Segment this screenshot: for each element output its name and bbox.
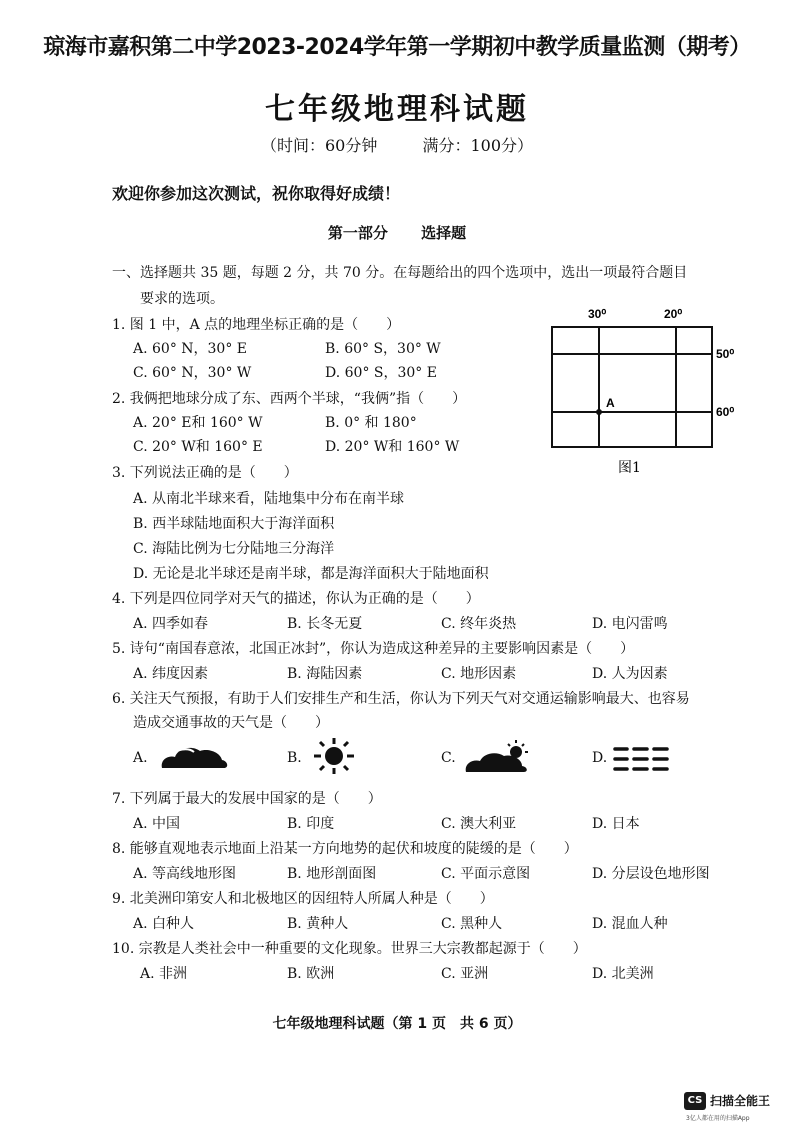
exam-info xyxy=(0,133,794,156)
grid-border xyxy=(552,327,712,447)
question-5-option-b: B. 海陆因素 xyxy=(287,666,363,682)
question-5-option-a: A. 纬度因素 xyxy=(133,666,209,682)
question-9-stem: 9. 北美洲印第安人和北极地区的因纽特人所属人种是（ ） xyxy=(112,891,494,907)
question-9-option-a: A. 白种人 xyxy=(133,916,195,932)
question-8-option-c: C. 平面示意图 xyxy=(441,866,531,882)
scanner-tagline: 3亿人都在用的扫描App xyxy=(686,1115,750,1122)
question-1-option-b: B. 60° S，30° W xyxy=(325,341,441,357)
page-footer: 七年级地理科试题（第 1 页 共 6 页） xyxy=(272,1016,522,1032)
question-7-option-b: B. 印度 xyxy=(287,816,335,832)
greeting: 欢迎你参加这次测试，祝你取得好成绩！ xyxy=(112,184,401,203)
overcast-cloud-icon xyxy=(158,740,230,770)
question-9-option-d: D. 混血人种 xyxy=(592,916,668,932)
exam-score: 满分：100分） xyxy=(422,136,533,155)
question-7-stem: 7. 下列属于最大的发展中国家的是（ ） xyxy=(112,791,382,807)
question-2-option-d: D. 20° W和 160° W xyxy=(325,439,460,455)
question-6-stem-line-1: 6. 关注天气预报，有助于人们安排生产和生活，你认为下列天气对交通运输影响最大、也容易 xyxy=(112,691,690,707)
scanner-logo-icon: CS xyxy=(684,1092,706,1110)
longitude-label-30: 30⁰ xyxy=(588,307,607,321)
point-a-label: A xyxy=(606,396,615,410)
latitude-label-60: 60⁰ xyxy=(716,405,735,419)
section-type: 选择题 xyxy=(421,224,467,242)
question-6-option-b: B. xyxy=(287,750,302,766)
question-1-option-c: C. 60° N，30° W xyxy=(133,365,252,381)
question-6-option-c: C. xyxy=(441,750,456,766)
question-1-option-a: A. 60° N，30° E xyxy=(133,341,248,357)
question-7-option-d: D. 日本 xyxy=(592,816,640,832)
question-10-option-a: A. 非洲 xyxy=(140,966,188,982)
question-8-option-a: A. 等高线地形图 xyxy=(133,866,237,882)
question-5-stem: 5. 诗句“南国春意浓，北国正冰封”，你认为造成这种差异的主要影响因素是（ ） xyxy=(112,641,635,657)
question-4-option-d: D. 电闪雷鸣 xyxy=(592,616,668,632)
question-3-stem: 3. 下列说法正确的是（ ） xyxy=(112,465,298,481)
question-3-option-a: A. 从南北半球来看，陆地集中分布在南半球 xyxy=(133,491,405,507)
question-10-option-d: D. 北美洲 xyxy=(592,966,654,982)
fog-icon xyxy=(612,744,670,774)
question-6-option-a: A. xyxy=(133,750,148,766)
point-a-marker xyxy=(596,409,602,415)
question-3-option-d: D. 无论是北半球还是南半球，都是海洋面积大于陆地面积 xyxy=(133,566,489,582)
question-10-option-c: C. 亚洲 xyxy=(441,966,489,982)
question-8-stem: 8. 能够直观地表示地面上沿某一方向地势的起伏和坡度的陡缓的是（ ） xyxy=(112,841,578,857)
question-3-option-b: B. 西半球陆地面积大于海洋面积 xyxy=(133,516,335,532)
question-7-option-a: A. 中国 xyxy=(133,816,181,832)
section-heading xyxy=(0,222,794,243)
question-8-option-d: D. 分层设色地形图 xyxy=(592,866,710,882)
page-title: 七年级地理科试题 xyxy=(265,92,529,127)
question-8-option-b: B. 地形剖面图 xyxy=(287,866,377,882)
question-4-option-c: C. 终年炎热 xyxy=(441,616,517,632)
question-4-option-b: B. 长冬无夏 xyxy=(287,616,363,632)
question-6-stem-line-2: 造成交通事故的天气是（ ） xyxy=(133,715,329,731)
question-6-option-d: D. xyxy=(592,750,608,766)
question-2-option-a: A. 20° E和 160° W xyxy=(133,415,263,431)
question-2-option-b: B. 0° 和 180° xyxy=(325,415,417,431)
instructions-line-1: 一、选择题共 35 题，每题 2 分，共 70 分。在每题给出的四个选项中，选出一项最符合题目 xyxy=(112,265,688,281)
instructions-line-2: 要求的选项。 xyxy=(140,291,224,307)
exam-header: 琼海市嘉积第二中学2023-2024学年第一学期初中教学质量监测（期考） xyxy=(43,35,751,60)
question-5-option-d: D. 人为因素 xyxy=(592,666,668,682)
question-5-option-c: C. 地形因素 xyxy=(441,666,517,682)
sunny-icon xyxy=(312,736,356,776)
question-10-stem: 10. 宗教是人类社会中一种重要的文化现象。世界三大宗教都起源于（ ） xyxy=(112,941,587,957)
question-9-option-b: B. 黄种人 xyxy=(287,916,349,932)
longitude-label-20: 20⁰ xyxy=(664,307,683,321)
question-3-option-c: C. 海陆比例为七分陆地三分海洋 xyxy=(133,541,335,557)
section-name: 第一部分 xyxy=(327,224,388,242)
question-7-option-c: C. 澳大利亚 xyxy=(441,816,517,832)
latitude-label-50: 50⁰ xyxy=(716,347,735,361)
question-4-stem: 4. 下列是四位同学对天气的描述，你认为正确的是（ ） xyxy=(112,591,480,607)
question-2-stem: 2. 我俩把地球分成了东、西两个半球，“我俩”指（ ） xyxy=(112,391,467,407)
exam-time: （时间：60分钟 xyxy=(260,136,378,155)
question-10-option-b: B. 欧洲 xyxy=(287,966,335,982)
partly-cloudy-icon xyxy=(462,738,534,774)
figure-1-grid-diagram xyxy=(540,300,760,480)
question-2-option-c: C. 20° W和 160° E xyxy=(133,439,263,455)
figure-caption: 图1 xyxy=(618,460,641,476)
scanner-brand-name: 扫描全能王 xyxy=(710,1094,771,1108)
question-1-option-d: D. 60° S，30° E xyxy=(325,365,437,381)
question-1-stem: 1. 图 1 中，A 点的地理坐标正确的是（ ） xyxy=(112,317,401,333)
question-9-option-c: C. 黑种人 xyxy=(441,916,503,932)
question-4-option-a: A. 四季如春 xyxy=(133,616,209,632)
